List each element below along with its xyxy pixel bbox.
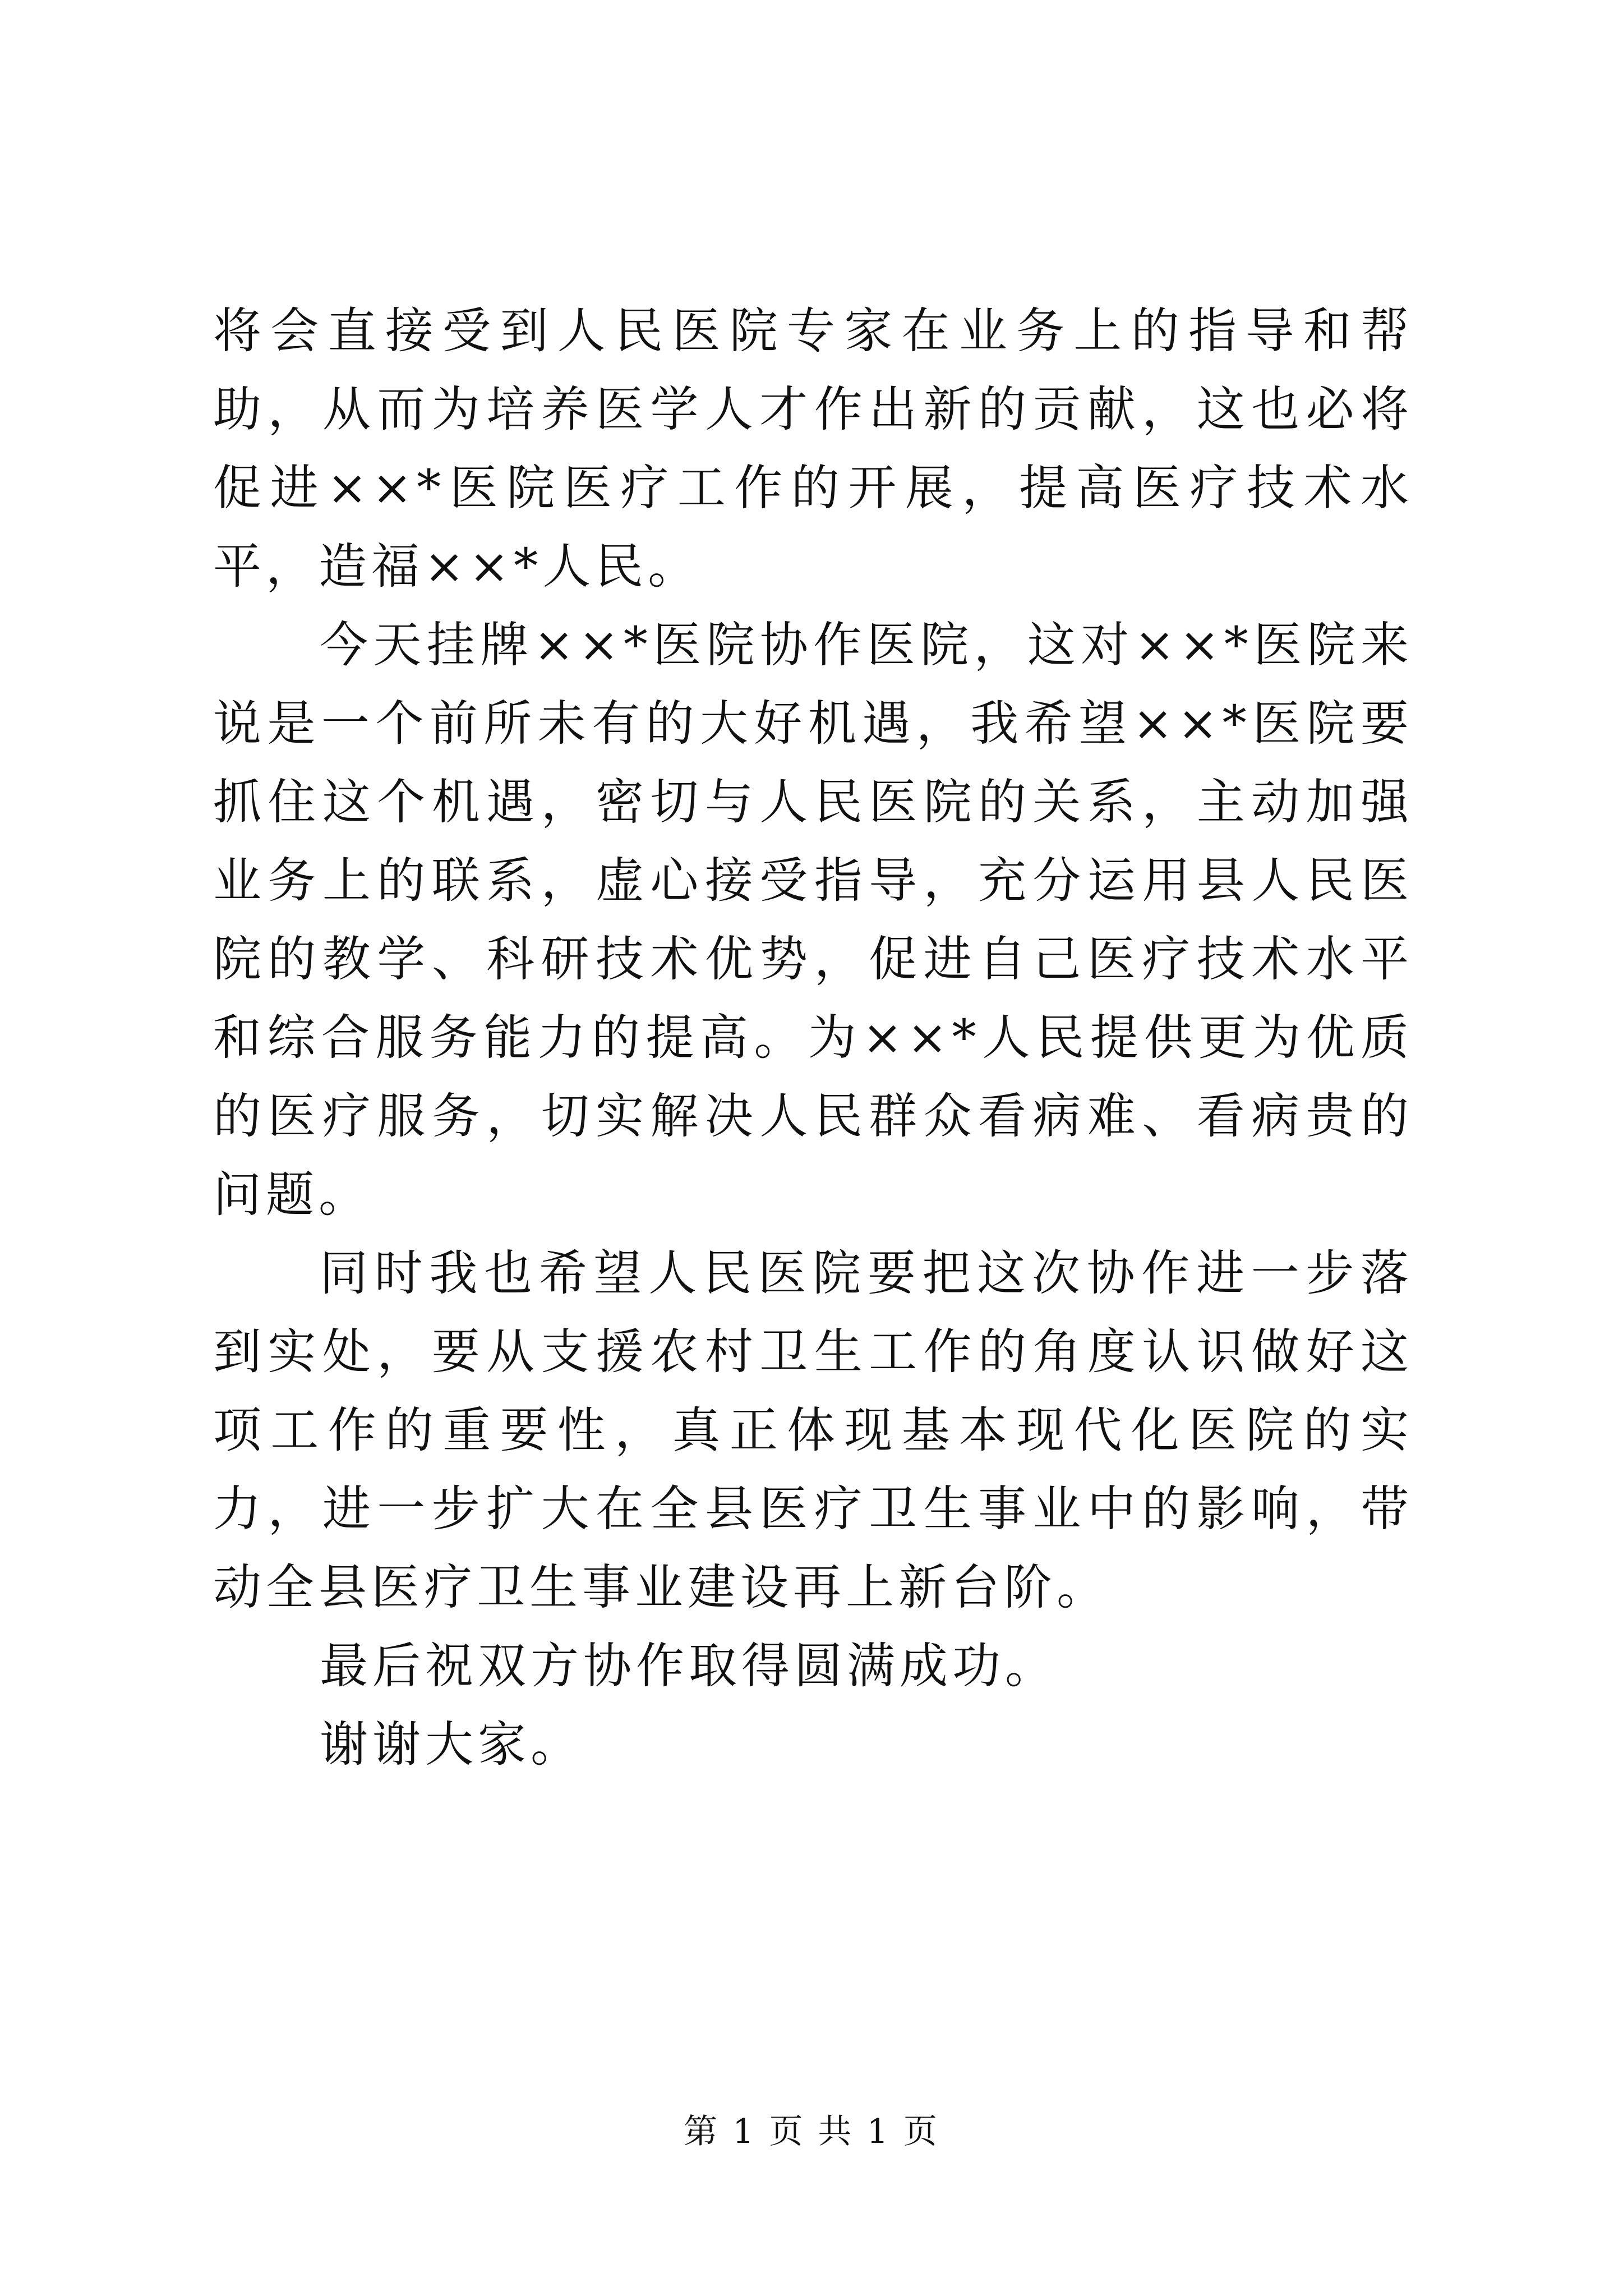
paragraph-4: 最后祝双方协作取得圆满成功。 (320, 1638, 1058, 1694)
paragraph-2: 今天挂牌××*医院协作医院，这对××*医院来说是一个前所未有的大好机遇，我希望××*医院要抓住这个机遇，密切与人民医院的关系，主动加强业务上的联系，虚心接受指导，充分运用县人民医院的教学、科研技术优势，促进自己医疗技术水平和综合服务能力的提高。为××*人民提供更为优质的医疗服务，切实解决人民群众看病难、看病贵的问题。 (213, 617, 1413, 1223)
paragraph-3: 同时我也希望人民医院要把这次协作进一步落到实处，要从支援农村卫生工作的角度认识做好这项工作的重要性，真正体现基本现代化医院的实力，进一步扩大在全县医疗卫生事业中的影响，带动全县医疗卫生事业建设再上新台阶。 (213, 1245, 1413, 1616)
paragraph-1: 将会直接受到人民医院专家在业务上的指导和帮助，从而为培养医学人才作出新的贡献，这也必将促进××*医院医疗工作的开展，提高医疗技术水平，造福××*人民。 (213, 303, 1413, 595)
page-footer: 第 1 页 共 1 页 (684, 2112, 939, 2151)
paragraph-5: 谢谢大家。 (320, 1717, 583, 1773)
document-body (213, 292, 1413, 1784)
